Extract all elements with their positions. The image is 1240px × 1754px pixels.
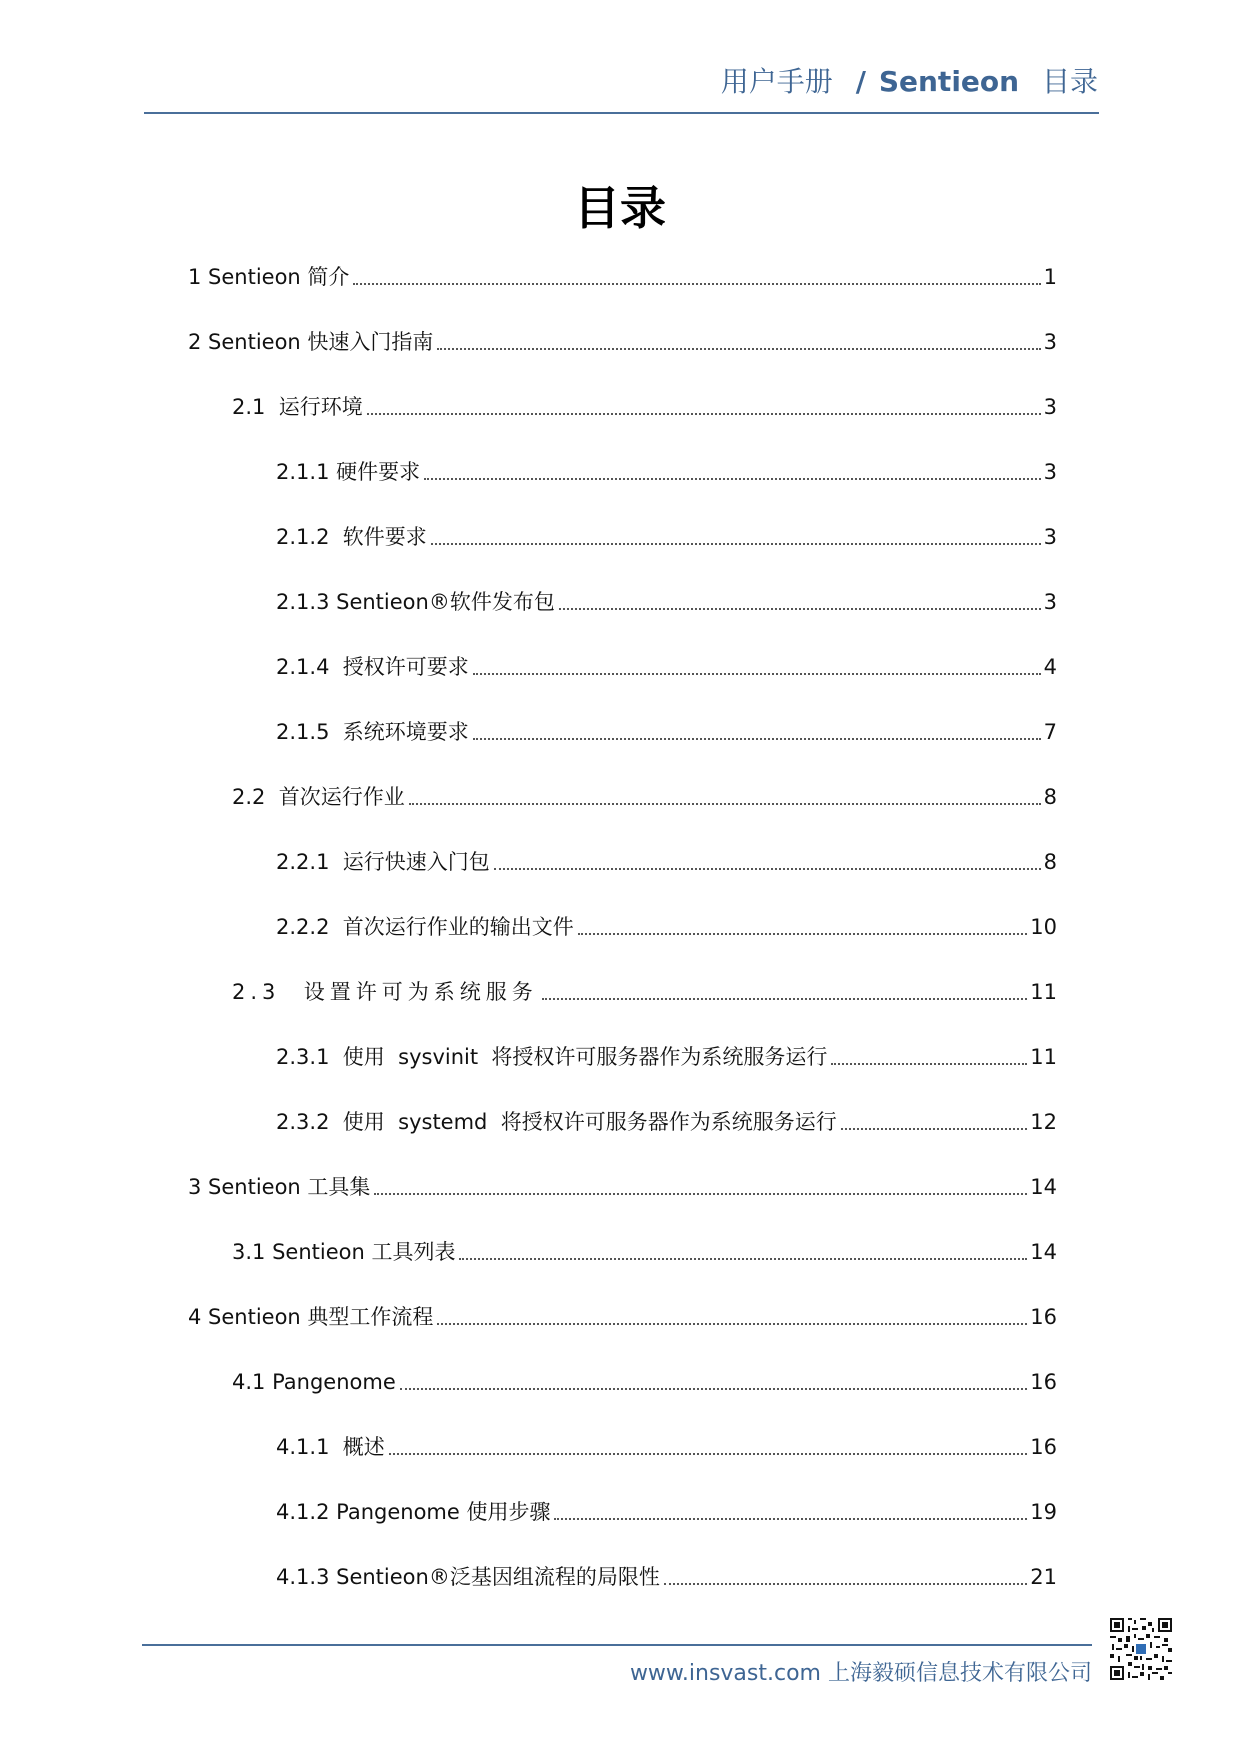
- toc-entry-page: 10: [1030, 915, 1057, 939]
- toc-entry[interactable]: [276, 1107, 1057, 1137]
- dot-leader: [367, 413, 1041, 415]
- dot-leader: [389, 1453, 1027, 1455]
- toc-entry[interactable]: [276, 1497, 1057, 1527]
- dot-leader: [841, 1128, 1028, 1130]
- toc-entry-page: 3: [1043, 460, 1057, 484]
- toc-entry-page: 3: [1043, 590, 1057, 614]
- toc-entry-page: 3: [1043, 395, 1057, 419]
- dot-leader: [374, 1193, 1027, 1195]
- toc-entry-label: 2.3.1 使用 sysvinit 将授权许可服务器作为系统服务运行: [276, 1045, 828, 1069]
- toc-entry-label: 2.2 首次运行作业: [232, 785, 405, 809]
- toc-entry-label: 4.1 Pangenome: [232, 1370, 396, 1394]
- toc-entry-label: 2.1.5 系统环境要求: [276, 720, 469, 744]
- toc-entry-page: 8: [1043, 850, 1057, 874]
- dot-leader: [664, 1583, 1027, 1585]
- toc-entry[interactable]: [276, 1562, 1057, 1592]
- dot-leader: [554, 1518, 1027, 1520]
- header-divider: [144, 112, 1099, 114]
- toc-entry-label: 2.3.2 使用 systemd 将授权许可服务器作为系统服务运行: [276, 1110, 837, 1134]
- toc-entry[interactable]: [232, 977, 1057, 1007]
- header-section: 目录: [1041, 65, 1098, 98]
- toc-entry[interactable]: [188, 1172, 1057, 1202]
- toc-entry-page: 11: [1030, 980, 1057, 1004]
- toc-entry[interactable]: [188, 262, 1057, 292]
- footer: [630, 1656, 1092, 1687]
- toc-entry-label: 2.1 运行环境: [232, 395, 363, 419]
- dot-leader: [353, 283, 1040, 285]
- toc-entry-page: 7: [1043, 720, 1057, 744]
- toc-entry[interactable]: [276, 912, 1057, 942]
- page-title: 目录: [574, 181, 666, 235]
- toc-entry[interactable]: [276, 1042, 1057, 1072]
- toc-entry-label: 4 Sentieon 典型工作流程: [188, 1305, 434, 1329]
- toc-entry[interactable]: [188, 1302, 1057, 1332]
- toc-entry-page: 8: [1043, 785, 1057, 809]
- toc-entry[interactable]: [276, 652, 1057, 682]
- toc-entry-page: 19: [1030, 1500, 1057, 1524]
- dot-leader: [437, 348, 1040, 350]
- footer-website-link[interactable]: www.insvast.com: [629, 1661, 821, 1686]
- toc-entry[interactable]: [276, 1432, 1057, 1462]
- toc-entry-label: 4.1.3 Sentieon®泛基因组流程的局限性: [276, 1565, 660, 1589]
- dot-leader: [437, 1323, 1027, 1325]
- dot-leader: [473, 738, 1041, 740]
- dot-leader: [831, 1063, 1027, 1065]
- toc-entry-page: 12: [1030, 1110, 1057, 1134]
- toc-entry[interactable]: [188, 327, 1057, 357]
- toc-entry[interactable]: [232, 392, 1057, 422]
- dot-leader: [542, 998, 1028, 1000]
- toc-entry-label: 2.1.3 Sentieon®软件发布包: [276, 590, 555, 614]
- qr-code-icon: [1108, 1616, 1174, 1682]
- dot-leader: [494, 868, 1041, 870]
- toc-entry-label: 4.1.2 Pangenome 使用步骤: [276, 1500, 551, 1524]
- header-brand: Sentieon: [878, 65, 1020, 98]
- toc-entry-label: 1 Sentieon 简介: [188, 265, 350, 289]
- toc-entry-label: 2.2.2 首次运行作业的输出文件: [276, 915, 574, 939]
- dot-leader: [431, 543, 1041, 545]
- dot-leader: [473, 673, 1041, 675]
- toc-entry-label: 2.1.2 软件要求: [276, 525, 427, 549]
- dot-leader: [578, 933, 1027, 935]
- toc-entry[interactable]: [276, 717, 1057, 747]
- dot-leader: [409, 803, 1041, 805]
- footer-company: 上海毅硕信息技术有限公司: [827, 1661, 1092, 1686]
- toc-entry[interactable]: [276, 587, 1057, 617]
- dot-leader: [400, 1388, 1028, 1390]
- dot-leader: [559, 608, 1041, 610]
- header-separator: /: [855, 65, 866, 98]
- toc-entry-page: 16: [1030, 1435, 1057, 1459]
- footer-divider: [142, 1644, 1092, 1646]
- toc-entry[interactable]: [276, 457, 1057, 487]
- toc-entry-label: 2 Sentieon 快速入门指南: [188, 330, 434, 354]
- toc-entry-page: 11: [1030, 1045, 1057, 1069]
- toc-entry-label: 3.1 Sentieon 工具列表: [232, 1240, 456, 1264]
- dot-leader: [424, 478, 1041, 480]
- toc-entry-label: 4.1.1 概述: [276, 1435, 385, 1459]
- toc-entry[interactable]: [276, 847, 1057, 877]
- header-manual: 用户手册: [720, 65, 833, 98]
- toc-entry-page: 3: [1043, 330, 1057, 354]
- toc-entry-label: 2.2.1 运行快速入门包: [276, 850, 490, 874]
- toc-entry-page: 4: [1043, 655, 1057, 679]
- toc-entry-page: 21: [1030, 1565, 1057, 1589]
- toc-entry-page: 14: [1030, 1175, 1057, 1199]
- dot-leader: [459, 1258, 1027, 1260]
- toc-entry[interactable]: [232, 1367, 1057, 1397]
- toc-entry-label: 2.1.1 硬件要求: [276, 460, 421, 484]
- toc-entry-page: 16: [1030, 1370, 1057, 1394]
- toc-entry-page: 14: [1030, 1240, 1057, 1264]
- toc-entry-page: 16: [1030, 1305, 1057, 1329]
- toc-entry-page: 3: [1043, 525, 1057, 549]
- toc-entry-label: 3 Sentieon 工具集: [188, 1175, 371, 1199]
- toc-entry[interactable]: [232, 1237, 1057, 1267]
- toc-entry-page: 1: [1043, 265, 1057, 289]
- running-header: [721, 60, 1098, 100]
- toc-entry[interactable]: [276, 522, 1057, 552]
- toc-entry-label: 2.3 设置许可为系统服务: [232, 980, 538, 1004]
- toc-entry-label: 2.1.4 授权许可要求: [276, 655, 469, 679]
- toc-entry[interactable]: [232, 782, 1057, 812]
